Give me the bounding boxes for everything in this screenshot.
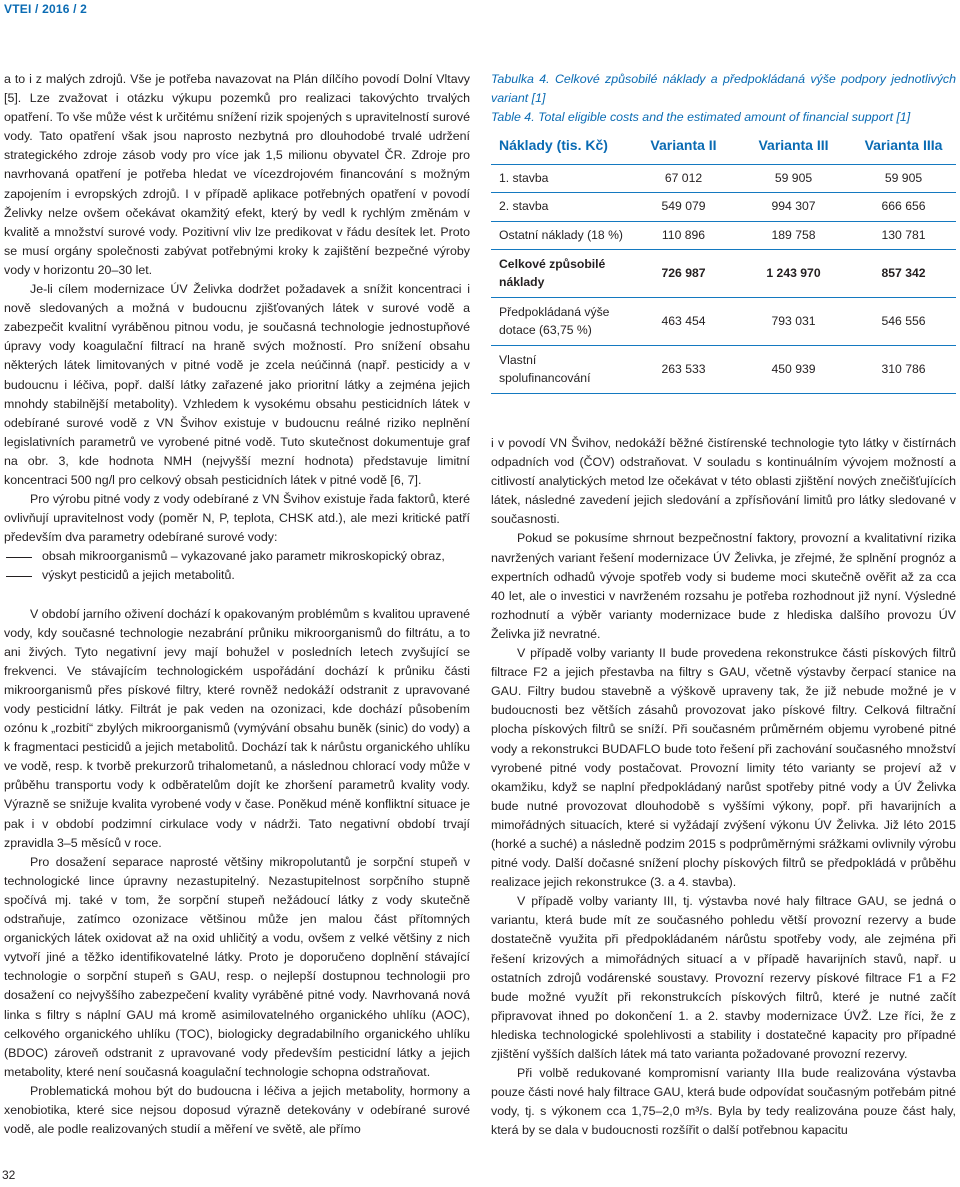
list-item: obsah mikroorganismů – vykazované jako parametr mikroskopický obraz,	[4, 547, 470, 566]
column-header: Varianta III	[736, 127, 851, 164]
body-paragraph: a to i z malých zdrojů. Vše je potřeba navazovat na Plán dílčího povodí Dolní Vltavy [5]. Lze zvažovat i otázku výkupu pozemků pro realizaci takovýchto trvalých opatření. To vše může vést k určitému snížení rizik spojených s upravitelností surové vody. Tato opatření však jsou naprosto nezbytná pro dlouhodobé trvalé udržení strategického zdroje zásob vody pro více jak 1,5 milionu obyvatel ČR. Zdroje pro navrhovaná opatření je potřeba hledat ve vícezdrojovém financování s možným zapojením i evropských zdrojů. I v případě aplikace potřebných opatření v povodí Želivky nelze ovšem očekávat okamžitý efekt, který by vedl k rychlým změnám v kvalitě a množství surové vody. Pozitivní vliv lze predikovat v řádu desítek let. Proto se musí orgány společnosti zabývat potřebnými kroky k zajištění bezpečné výroby vody v horizontu 20–30 let.	[4, 72, 470, 277]
body-paragraph: V období jarního oživení dochází k opakovaným problémům s kvalitou upravené vody, kdy současné technologie nezabrání průniku mikroorganismů do filtrátu, a to ani živých. Tyto negativní jevy mají bohužel v posledních letech zvyšující se frekvenci. Ve stávajícím technologickém uspořádání dochází k průniku části mikroorganismů přes pískové filtry, které rovněž nedokáží odstranit z upravované vody pesticidní látky. Filtrát je pak veden na ozonizaci, kde dochází působením ozónu k „rozbití“ zbylých mikroorganismů (vymývání obsahu buněk (sinic) do vody) a k fragmentaci pesticidů a jejich metabolitů. Dochází tak k nárůstu organického uhlíku ve vodě, resp. k tvorbě prekurzorů trihalometanů, a následnou chlorací vody může v průběhu transportu vody k odběratelům dojít ke zhoršení parametrů kvality vody. Výrazně se snižuje kvalita vyrobené vody v čase. Poněkud méně konfliktní situace je pak i v období podzimní cirkulace vody v nádrži. Tato negativní období trvají zpravidla 3–5 měsíců v roce.	[4, 606, 470, 850]
right-column	[491, 70, 956, 1140]
row-label: 1. stavba	[491, 164, 631, 193]
body-paragraph: Pokud se pokusíme shrnout bezpečnostní faktory, provozní a kvalitativní rizika navržených variant řešení modernizace ÚV Želivka, je zřejmé, že splnění prognóz a expertních odhadů vývoje spotřeb vody si budeme moci skutečně ověřit až za cca 40 let, ale o investici v navrženém rozsahu je potřeba rozhodnout již nyní. Výsledné rozhodnutí a výběr varianty modernizace bude z hlediska dalšího provozu ÚV Želivka již nevratné.	[491, 531, 956, 641]
table-4-block	[491, 70, 956, 394]
body-paragraph: V případě volby varianty III, tj. výstavba nové haly filtrace GAU, se jedná o variantu, která bude mít ze současného pohledu větší provozní rezervy a bude dostatečně využita při předpokládaném nárůstu spotřeby vody, ale zejména při řešení krizových a mimořádných situací a v případě havarijních stavů, např. u ostatních zdrojů vodárenské soustavy. Provozní rezervy pískové filtrace F1 a F2 bude možné využít při rekonstrukcích pískových filtrů, které je nutné začít připravovat ihned po dokončení 1. a 2. stavby modernizace ÚVŽ. Lze říci, že z hlediska technologické spolehlivosti a stability i dostatečné kapacity pro případné zjištění vyšších dalších látek má tato varianta požadované provozní rezervy.	[491, 894, 956, 1061]
table-cell: 310 786	[851, 346, 956, 394]
table-cell: 666 656	[851, 193, 956, 222]
table-cell: 59 905	[851, 164, 956, 193]
table-cell: 857 342	[851, 250, 956, 298]
table-caption-en: Table 4. Total eligible costs and the estimated amount of financial support [1]	[491, 110, 911, 124]
column-header: Varianta IIIa	[851, 127, 956, 164]
table-row	[491, 298, 956, 346]
table-cell: 59 905	[736, 164, 851, 193]
page-number: 32	[2, 1168, 16, 1182]
table-header-row	[491, 127, 956, 164]
table-cell: 130 781	[851, 221, 956, 250]
column-header: Varianta II	[631, 127, 736, 164]
row-label: Předpokládaná výše dotace (63,75 %)	[491, 298, 631, 346]
table-cell: 450 939	[736, 346, 851, 394]
table-row	[491, 164, 956, 193]
table-row	[491, 193, 956, 222]
table-cell: 549 079	[631, 193, 736, 222]
body-paragraph: i v povodí VN Švihov, nedokáží běžné čistírenské technologie tyto látky v čistírnách odpadních vod (ČOV) odstraňovat. V souladu s kontinuálním vývojem možností a citlivostí analytických metod lze očekávat v této oblasti zjištění nových znečišťujících látek, následné zavedení jejich sledování a zpřísňování limitů pro látky sledované v současnosti.	[491, 436, 956, 527]
table-cell: 546 556	[851, 298, 956, 346]
table-cell: 793 031	[736, 298, 851, 346]
table-cell: 110 896	[631, 221, 736, 250]
table-cell: 463 454	[631, 298, 736, 346]
table-row	[491, 221, 956, 250]
cost-table	[491, 127, 956, 394]
body-paragraph: Problematická mohou být do budoucna i léčiva a jejich metabolity, hormony a xenobiotika, které sice nejsou doposud výrazně detekovány v odebírané surové vodě, ale podle realizovaných studií a měření ve světě, ale přímo	[4, 1083, 470, 1137]
row-label: Celkové způsobilé náklady	[491, 250, 631, 298]
row-label: Vlastní spolufinancování	[491, 346, 631, 394]
table-cell: 726 987	[631, 250, 736, 298]
table-cell: 263 533	[631, 346, 736, 394]
body-paragraph: Pro výrobu pitné vody z vody odebírané z VN Švihov existuje řada faktorů, které ovlivňují upravitelnost vody (poměr N, P, teplota, CHSK atd.), ale mezi kritické patří především dva parametry odebírané surové vody:	[4, 492, 470, 545]
critical-parameters-list	[4, 547, 470, 585]
body-paragraph: Je-li cílem modernizace ÚV Želivka dodržet požadavek a snížit koncentraci i nově sledovaných a možná v budoucnu zjišťovaných látek v surové vodě a zabezpečit kvalitní vyráběnou pitnou vodu, je současná technologie jednostupňové úpravy vody koagulační filtrací na hraně svých možností. Pro snížení obsahu některých látek limitovaných v pitné vodě je zcela neúčinná (např. pesticidy a v budoucnu i léčiva, popř. další látky zařazené jako prioritní látky a zejména jejich mnohdy stabilnější metabolity). Vzhledem k vysokému obsahu pesticidních látek v odebírané surové vodě z VN Švihov existuje v budoucnu reálné riziko neplnění legislativních parametrů ve vyrobené pitné vodě. Tuto skutečnost dokumentuje graf na obr. 3, kde hodnota NMH (nejvyšší mezní hodnota) představuje limitní koncentraci 500 ng/l pro celkový obsah pesticidních látek v pitné vodě [6, 7].	[4, 282, 470, 487]
list-item: výskyt pesticidů a jejich metabolitů.	[4, 566, 470, 585]
table-row-total	[491, 250, 956, 298]
table-cell: 994 307	[736, 193, 851, 222]
table-cell: 189 758	[736, 221, 851, 250]
row-label: 2. stavba	[491, 193, 631, 222]
table-caption-cs: Tabulka 4. Celkové způsobilé náklady a předpokládaná výše podpory jednotlivých variant [1]	[491, 72, 956, 105]
journal-running-head: VTEI / 2016 / 2	[4, 2, 88, 16]
table-cell: 67 012	[631, 164, 736, 193]
table-cell: 1 243 970	[736, 250, 851, 298]
row-label: Ostatní náklady (18 %)	[491, 221, 631, 250]
body-paragraph: Pro dosažení separace naprosté většiny mikropolutantů je sorpční stupeň v technologické lince úpravny nezastupitelný. Nezastupitelnost sorpčního stupně spočívá mj. také v tom, že sorpční stupeň nežádoucí látky z vody skutečně odstraňuje, zatímco ozonizace většinou může jen malou část přítomných organických látek oxidovat až na oxid uhličitý a vodu, ovšem z velké většiny z nich vytvoří jiné a těžko identifikovatelné látky. Proto je doporučeno doplnění stávající technologie o sorpční stupeň s GAU, resp. o nejlepší dostupnou technologii pro dosažení co nejvyššího zabezpečení kvality vyráběné pitné vody. Navrhovaná nová linka s filtry s náplní GAU má kromě asimilovatelného organického uhlíku (AOC), celkového organického uhlíku (TOC), biologicky degradabilního organického uhlíku (BDOC) zároveň odstranit z upravované vody především pesticidní látky a jejich metabolity, které není současná koagulační technologie schopna odstraňovat.	[4, 854, 470, 1079]
table-caption	[491, 70, 956, 127]
body-paragraph: V případě volby varianty II bude provedena rekonstrukce části pískových filtrů filtrace F2 a jejich přestavba na filtry s GAU, včetně výstavby čerpací stanice na GAU. Filtry budou stavebně a výškově upraveny tak, že již nebude možné je v budoucnosti bez větších zásahů provozovat jako pískové filtry. Celková filtrační plocha pískových filtrů se sníží. Při současném průměrném objemu vyrobené pitné vody a rekonstrukci BUDAFLO bude toto řešení při zachování současného množství vyrobené pitné vody postačovat. Provozní limity této varianty se projeví až v okamžiku, když se naplní předpokládaný narůst spotřeby pitné vody a ÚV Želivka bude nutné provozovat dlouhodobě s vyššími výkony, popř. při havarijních a mimořádných situacích, které si vyžádají zvýšení výkonu ÚV Želivka. Již léto 2015 (horké a suché) a následně podzim 2015 s podprůměrnými srážkami ovlivnily výrobu pitné vody. Další dočasné snížení plochy pískových filtrů se předpokládá v průběhu realizace jejich rekonstrukce (3. a 4. stavba).	[491, 646, 956, 890]
column-header: Náklady (tis. Kč)	[491, 127, 631, 164]
table-row	[491, 346, 956, 394]
left-column	[4, 70, 470, 1139]
body-paragraph: Při volbě redukované kompromisní varianty IIIa bude realizována výstavba pouze části nové haly filtrace GAU, která bude odpovídat současným potřebám pitné vody, tj. s výkonem cca 1,75–2,0 m³/s. Byla by tedy realizována pouze část haly, která by se dala v budoucnosti rozšířit o další potřebnou kapacitu	[491, 1066, 956, 1138]
